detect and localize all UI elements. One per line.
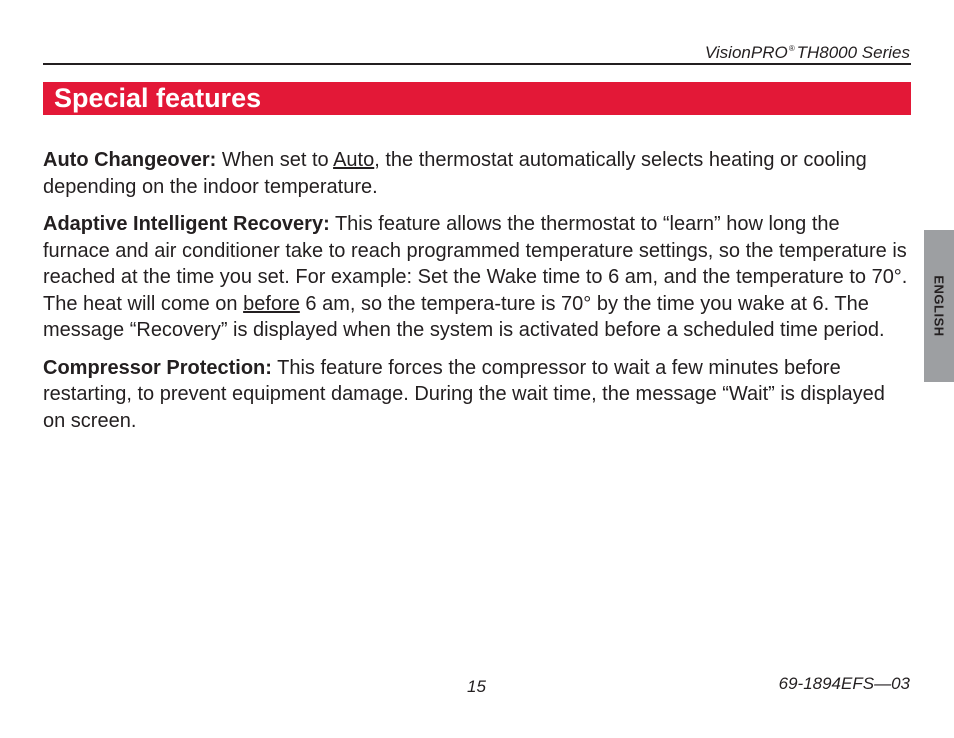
section-banner xyxy=(43,82,911,115)
underlined-word-before: before xyxy=(243,292,300,315)
term-auto-changeover: Auto Changeover: xyxy=(43,149,217,171)
registered-mark: ® xyxy=(788,44,795,53)
paragraph-text: , the thermostat automatically selects heating or cooling depending on the indoor temperature. xyxy=(43,149,867,198)
running-header xyxy=(705,38,910,64)
language-tab xyxy=(924,230,954,382)
paragraph-text: 6 am, so the tempera-ture is 70° by the time you wake at 6. The message “Recovery” is displayed when the system is activated before a scheduled time period. xyxy=(43,292,885,341)
paragraph-text: This feature allows the thermostat to “learn” how long the furnace and air conditioner take to reach programmed temperature settings, so the temperature is reached at the time you set. For example: Set the Wake time to 6 am, and the temperature to 70°. The heat will come on xyxy=(43,213,908,315)
header-rule xyxy=(43,63,911,65)
main-content xyxy=(43,147,911,445)
section-title: Special features xyxy=(54,83,262,113)
term-compressor-protection: Compressor Protection: xyxy=(43,356,272,379)
product-series: TH8000 Series xyxy=(796,43,910,62)
product-brand: VisionPRO xyxy=(704,43,788,62)
paragraph-adaptive-recovery xyxy=(43,211,911,344)
document-number: 69-1894EFS—03 xyxy=(778,674,910,693)
underlined-word-auto: Auto xyxy=(333,149,375,171)
paragraph-text: When set to xyxy=(216,149,334,171)
paragraph-text: This feature forces the compressor to wait a few minutes before restarting, to prevent equipment damage. During the wait time, the message “Wait” is displayed on screen. xyxy=(43,356,885,432)
language-tab-label: ENGLISH xyxy=(931,275,947,337)
paragraph-compressor-protection xyxy=(43,355,911,435)
page-number: 15 xyxy=(467,677,486,696)
paragraph-auto-changeover xyxy=(43,147,911,200)
term-adaptive-recovery: Adaptive Intelligent Recovery: xyxy=(43,213,330,235)
